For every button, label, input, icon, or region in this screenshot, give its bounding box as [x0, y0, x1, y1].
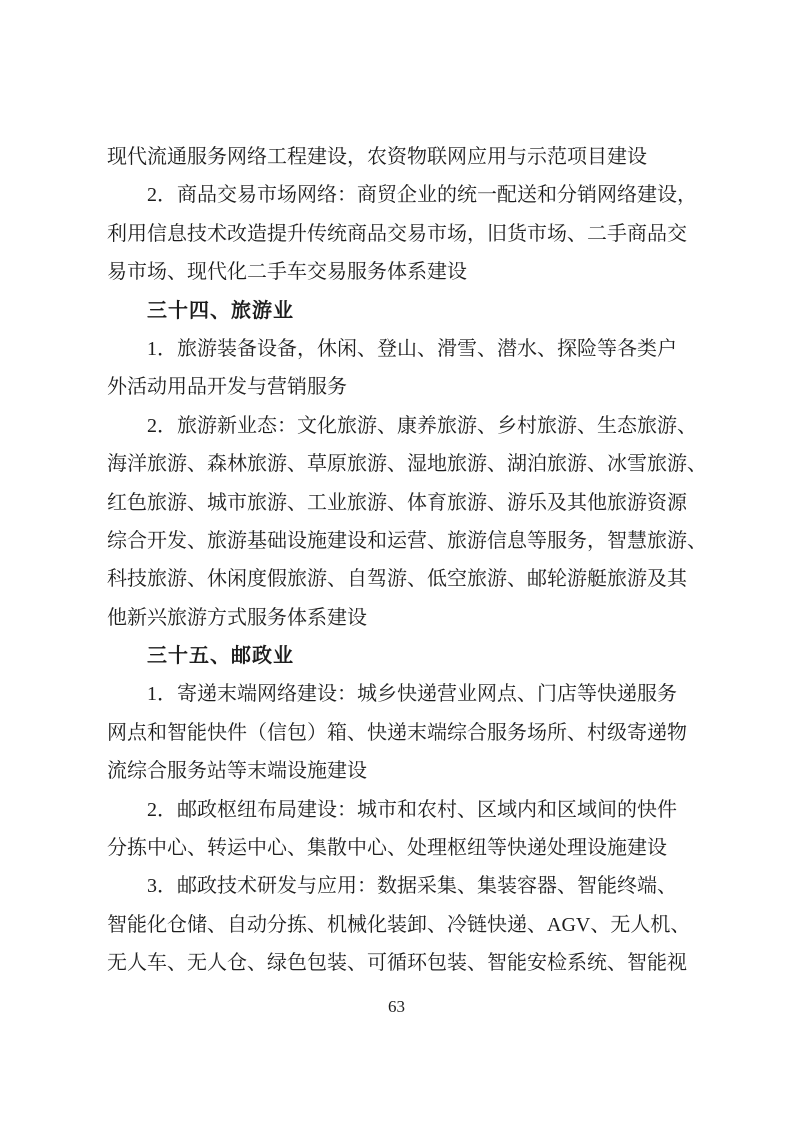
text-line: 他新兴旅游方式服务体系建设 — [107, 606, 367, 629]
text-line: 利用信息技术改造提升传统商品交易市场，旧货市场、二手商品交 — [107, 222, 687, 245]
text-line: 海洋旅游、森林旅游、草原旅游、湿地旅游、湖泊旅游、冰雪旅游、 — [107, 453, 707, 476]
text-line: 综合开发、旅游基础设施建设和运营、旅游信息等服务，智慧旅游、 — [107, 529, 707, 552]
page-number: 63 — [388, 997, 405, 1016]
text-line: 分拣中心、转运中心、集散中心、处理枢纽等快递处理设施建设 — [107, 837, 667, 860]
section-heading: 三十四、旅游业 — [147, 299, 294, 322]
text-line: 2．旅游新业态：文化旅游、康养旅游、乡村旅游、生态旅游、 — [147, 414, 697, 437]
text-line: 3．邮政技术研发与应用：数据采集、集装容器、智能终端、 — [147, 875, 677, 898]
text-line: 2．商品交易市场网络：商贸企业的统一配送和分销网络建设， — [147, 184, 697, 207]
text-line: 外活动用品开发与营销服务 — [107, 376, 347, 399]
text-line: 现代流通服务网络工程建设，农资物联网应用与示范项目建设 — [107, 146, 647, 168]
text-line: 1．寄递末端网络建设：城乡快递营业网点、门店等快递服务 — [147, 683, 677, 706]
text-line: 流综合服务站等末端设施建设 — [107, 760, 367, 783]
document-content — [107, 138, 727, 983]
section-heading: 三十五、邮政业 — [147, 645, 294, 668]
text-line: 1．旅游装备设备，休闲、登山、滑雪、潜水、探险等各类户 — [147, 337, 677, 360]
text-line: 无人车、无人仓、绿色包装、可循环包装、智能安检系统、智能视 — [107, 952, 687, 975]
text-line: 智能化仓储、自动分拣、机械化装卸、冷链快递、AGV、无人机、 — [107, 913, 691, 936]
text-line: 2．邮政枢纽布局建设：城市和农村、区域内和区域间的快件 — [147, 798, 677, 821]
text-line: 科技旅游、休闲度假旅游、自驾游、低空旅游、邮轮游艇旅游及其 — [107, 568, 687, 591]
text-line: 网点和智能快件（信包）箱、快递末端综合服务场所、村级寄递物 — [107, 721, 687, 744]
text-line: 红色旅游、城市旅游、工业旅游、体育旅游、游乐及其他旅游资源 — [107, 491, 687, 514]
text-line: 易市场、现代化二手车交易服务体系建设 — [107, 261, 467, 284]
